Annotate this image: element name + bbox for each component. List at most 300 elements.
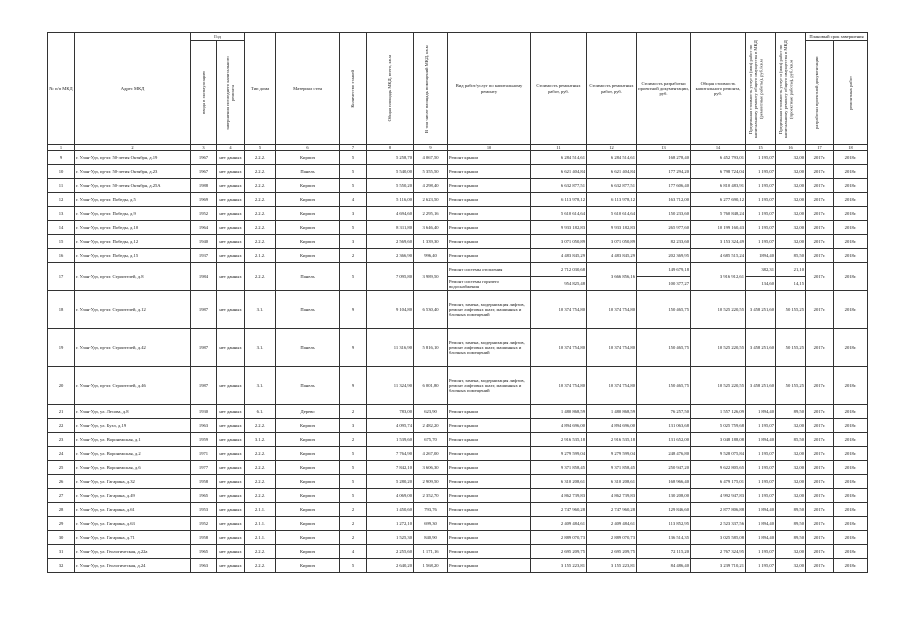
cell-wall-material: Кирпич (276, 531, 340, 545)
cell-cost-repair: 10 374 754,80 (531, 329, 587, 367)
cell-unit-cost-repair: 1 195,07 (746, 447, 776, 461)
cell-row-number: 25 (48, 461, 75, 475)
cell-row-number: 28 (48, 503, 75, 517)
cell-total-area: 4 069,00 (367, 489, 414, 503)
cell-work-type: Ремонт, замена, модернизация лифтов, ремонт лифтовых шахт, машинных и блочных помещений (448, 291, 531, 329)
cell-premises-area: 793,76 (414, 503, 448, 517)
cell-cost-repair: 10 374 754,80 (531, 291, 587, 329)
cell-year-commission: 1958 (191, 475, 217, 489)
cell-year-commission: 1987 (191, 367, 217, 405)
cell-cost-design: 149 679,18 (637, 263, 691, 277)
cell-floors: 9 (340, 329, 367, 367)
cell-unit-cost-repair: 1 195,07 (746, 165, 776, 179)
cell-address: г. Улан-Удэ, ул. Геологическая, д.24 (75, 559, 191, 573)
cell-total-cost: 5 025 759,68 (691, 419, 746, 433)
cell-cost-repair: 4 894 696,00 (531, 419, 587, 433)
cell-total-area: 7 764,90 (367, 447, 414, 461)
cell-address: г. Улан-Удэ, пр-кт. Победы, д.5 (75, 193, 191, 207)
cell-wall-material: Кирпич (276, 503, 340, 517)
cell-plan-design: 2017г. (806, 291, 834, 329)
column-number: 15 (746, 145, 776, 151)
cell-cost-repair-2: 10 374 754,80 (587, 367, 637, 405)
column-number: 14 (691, 145, 746, 151)
cell-total-area: 1 539,60 (367, 433, 414, 447)
cell-premises-area: 4 067,50 (414, 151, 448, 165)
cell-cost-design: 177 606,40 (637, 179, 691, 193)
cell-plan-design: 2017г. (806, 367, 834, 405)
cell-premises-area: 3 646,40 (414, 221, 448, 235)
cell-total-area: 2 640,20 (367, 559, 414, 573)
cell-year-commission: 1963 (191, 419, 217, 433)
cell-unit-cost-design: 32,00 (776, 545, 806, 559)
cell-year-last-repair: нет данных (217, 405, 245, 419)
cell-premises-area: 5 355,50 (414, 165, 448, 179)
cell-premises-area: 4 267,00 (414, 447, 448, 461)
cell-plan-design: 2017г. (806, 221, 834, 235)
cell-cost-repair: 6 113 978,12 (531, 193, 587, 207)
cell-plan-design: 2017г. (806, 545, 834, 559)
cell-premises-area: 699,30 (414, 517, 448, 531)
cell-cost-repair: 3 155 223,81 (531, 559, 587, 573)
cell-work-type: Ремонт крыши (448, 419, 531, 433)
cell-cost-repair: 2 695 209,75 (531, 545, 587, 559)
cell-house-type: 2.2.2. (245, 151, 276, 165)
cell-wall-material: Кирпич (276, 489, 340, 503)
cell-premises-area: 4 298,40 (414, 179, 448, 193)
cell-unit-cost-repair: 1 894,40 (746, 503, 776, 517)
cell-year-commission: 1965 (191, 545, 217, 559)
cell-house-type: 2.1.2. (245, 249, 276, 263)
header-wall-material: Материал стен (276, 33, 340, 145)
header-cost-design: Стоимость разработки проектной документации, руб. (637, 33, 691, 145)
cell-year-last-repair: нет данных (217, 221, 245, 235)
cell-plan-design: 2017г. (806, 179, 834, 193)
cell-house-type: 2.2.2. (245, 221, 276, 235)
cell-plan-repair: 2018г. (834, 559, 868, 573)
cell-cost-repair-2: 3 071 050,89 (587, 235, 637, 249)
cell-total-cost: 10 525 220,55 (691, 329, 746, 367)
header-year: Год (191, 33, 245, 41)
cell-row-number: 19 (48, 329, 75, 367)
cell-cost-repair-2: 6 284 514,61 (587, 151, 637, 165)
cell-unit-cost-design: 32,00 (776, 559, 806, 573)
cell-plan-repair: 2018г. (834, 545, 868, 559)
cell-year-commission: 1987 (191, 291, 217, 329)
cell-row-number: 32 (48, 559, 75, 573)
cell-plan-repair: 2018г. (834, 475, 868, 489)
table-row (48, 207, 868, 221)
header-work-type: Вид работ/услуг по капитальному ремонту (448, 33, 531, 145)
cell-unit-cost-repair: 1 195,07 (746, 419, 776, 433)
table-row (48, 165, 868, 179)
cell-total-area: 5 258,70 (367, 151, 414, 165)
cell-cost-design: 131 652,00 (637, 433, 691, 447)
cell-year-last-repair: нет данных (217, 419, 245, 433)
cell-year-last-repair: нет данных (217, 367, 245, 405)
table-row (48, 475, 868, 489)
cell-unit-cost-repair: 1 195,07 (746, 489, 776, 503)
cell-unit-cost-repair: 3 458 251,60 (746, 367, 776, 405)
cell-floors: 3 (340, 207, 367, 221)
cell-total-cost: 3 153 324,49 (691, 235, 746, 249)
cell-cost-repair-2: 2 889 070,73 (587, 531, 637, 545)
cell-cost-design: 150 465,75 (637, 367, 691, 405)
cell-year-last-repair: нет данных (217, 249, 245, 263)
cell-premises-area: 1 339,30 (414, 235, 448, 249)
cell-year-commission: 1967 (191, 151, 217, 165)
cell-premises-area: 840,90 (414, 531, 448, 545)
cell-work-type: Ремонт крыши (448, 179, 531, 193)
cell-plan-design: 2017г. (806, 503, 834, 517)
cell-work-type: Ремонт крыши (448, 221, 531, 235)
cell-cost-repair: 9 279 599,04 (531, 447, 587, 461)
cell-floors: 5 (340, 221, 367, 235)
cell-cost-repair-2: 9 933 182,83 (587, 221, 637, 235)
cell-year-last-repair: нет данных (217, 193, 245, 207)
column-number: 3 (191, 145, 217, 151)
table-body (48, 151, 868, 573)
cell-unit-cost-design: 21,10 (776, 263, 806, 277)
cell-total-area: 1 525,30 (367, 531, 414, 545)
cell-work-type: Ремонт, замена, модернизация лифтов, ремонт лифтовых шахт, машинных и блочных помещений (448, 329, 531, 367)
cell-year-last-repair: нет данных (217, 531, 245, 545)
cell-house-type: 3.1. (245, 291, 276, 329)
cell-cost-design: 136 514,35 (637, 531, 691, 545)
cell-house-type: 2.2.2. (245, 235, 276, 249)
cell-plan-design: 2017г. (806, 249, 834, 263)
cell-total-area: 783,00 (367, 405, 414, 419)
cell-year-last-repair: нет данных (217, 559, 245, 573)
cell-plan-repair: 2018г. (834, 419, 868, 433)
cell-premises-area: 2 623,50 (414, 193, 448, 207)
cell-year-commission: 1959 (191, 433, 217, 447)
cell-row-number: 29 (48, 517, 75, 531)
cell-wall-material: Кирпич (276, 235, 340, 249)
cell-wall-material: Панель (276, 263, 340, 291)
cell-total-area: 5 116,00 (367, 193, 414, 207)
cell-cost-repair: 2 889 070,73 (531, 531, 587, 545)
header-house-type: Тип дома (245, 33, 276, 145)
table-row (48, 531, 868, 545)
cell-address: г. Улан-Удэ, пр-кт. 50-летия Октября, д.23 (75, 165, 191, 179)
cell-premises-area: 3 989,50 (414, 263, 448, 291)
cell-row-number: 21 (48, 405, 75, 419)
cell-total-cost: 4 685 515,24 (691, 249, 746, 263)
cell-unit-cost-design: 50 155,25 (776, 367, 806, 405)
cell-year-commission: 1967 (191, 165, 217, 179)
cell-cost-repair: 9 371 858,45 (531, 461, 587, 475)
cell-cost-repair-2: 2 747 960,28 (587, 503, 637, 517)
cell-premises-area: 2 352,70 (414, 489, 448, 503)
cell-year-last-repair: нет данных (217, 517, 245, 531)
header-year-last-repair: завершения последнего капитального ремонта (217, 41, 245, 145)
cell-year-last-repair: нет данных (217, 207, 245, 221)
cell-work-type: Ремонт крыши (448, 559, 531, 573)
cell-unit-cost-repair: 1 894,40 (746, 531, 776, 545)
cell-cost-repair-2: 4 894 696,00 (587, 419, 637, 433)
cell-premises-area: 2 482,20 (414, 419, 448, 433)
cell-unit-cost-design: 32,00 (776, 165, 806, 179)
cell-total-area: 5 540,00 (367, 165, 414, 179)
cell-year-last-repair: нет данных (217, 433, 245, 447)
cell-cost-repair: 6 310 208,61 (531, 475, 587, 489)
cell-plan-design: 2017г. (806, 193, 834, 207)
column-number: 5 (245, 145, 276, 151)
cell-cost-repair: 10 374 754,80 (531, 367, 587, 405)
cell-year-last-repair: нет данных (217, 291, 245, 329)
cell-cost-design: 130 208,00 (637, 489, 691, 503)
cell-wall-material: Панель (276, 329, 340, 367)
column-number: 12 (587, 145, 637, 151)
cell-cost-repair: 5 610 614,64 (531, 207, 587, 221)
cell-row-number: 11 (48, 179, 75, 193)
cell-plan-design: 2017г. (806, 263, 834, 291)
cell-plan-design: 2017г. (806, 517, 834, 531)
cell-plan-repair: 2018г. (834, 221, 868, 235)
cell-cost-design: 150 465,75 (637, 329, 691, 367)
cell-year-commission: 1988 (191, 179, 217, 193)
cell-unit-cost-design: 89,50 (776, 517, 806, 531)
cell-address: г. Улан-Удэ, пр-кт. Победы, д.12 (75, 235, 191, 249)
cell-wall-material: Панель (276, 367, 340, 405)
cell-unit-cost-design: 32,00 (776, 207, 806, 221)
table-row (48, 433, 868, 447)
header-plan-repair: ремонтных работ (834, 41, 868, 145)
cell-unit-cost-repair: 1 195,07 (746, 179, 776, 193)
cell-row-number: 13 (48, 207, 75, 221)
cell-address: г. Улан-Удэ, пр-кт. Строителей, д.12 (75, 291, 191, 329)
cell-floors: 4 (340, 193, 367, 207)
cell-floors: 5 (340, 489, 367, 503)
header-total-cost: Общая стоимость капитального ремонта, руб. (691, 33, 746, 145)
cell-premises-area: 3 606,30 (414, 461, 448, 475)
cell-wall-material: Кирпич (276, 461, 340, 475)
cell-cost-repair-2: 2 916 535,18 (587, 433, 637, 447)
cell-cost-design: 168 966,40 (637, 475, 691, 489)
cell-row-number: 27 (48, 489, 75, 503)
cell-row-number: 31 (48, 545, 75, 559)
cell-unit-cost-design: 50 155,25 (776, 329, 806, 367)
cell-year-commission: 1958 (191, 531, 217, 545)
cell-premises-area: 1 171,16 (414, 545, 448, 559)
cell-plan-design: 2017г. (806, 207, 834, 221)
cell-row-number: 10 (48, 165, 75, 179)
table-row (48, 291, 868, 329)
cell-house-type: 2.2.2. (245, 419, 276, 433)
cell-cost-design: 177 294,20 (637, 165, 691, 179)
cell-unit-cost-design: 89,50 (776, 531, 806, 545)
cell-total-area: 7 095,80 (367, 263, 414, 291)
cell-total-area: 1 450,60 (367, 503, 414, 517)
cell-unit-cost-design: 32,00 (776, 461, 806, 475)
cell-year-last-repair: нет данных (217, 151, 245, 165)
cell-work-type: Ремонт крыши (448, 405, 531, 419)
cell-total-area: 11 324,90 (367, 367, 414, 405)
cell-plan-repair: 2018г. (834, 367, 868, 405)
cell-unit-cost-repair: 1 195,07 (746, 151, 776, 165)
table-row (48, 263, 868, 277)
cell-premises-area: 1 568,20 (414, 559, 448, 573)
cell-unit-cost-repair: 1 195,07 (746, 221, 776, 235)
header-floors: Количество этажей (340, 33, 367, 145)
cell-cost-repair: 6 621 404,84 (531, 165, 587, 179)
cell-work-type: Ремонт крыши (448, 447, 531, 461)
cell-unit-cost-design: 85,50 (776, 433, 806, 447)
cell-floors: 3 (340, 419, 367, 433)
cell-cost-repair: 3 071 050,89 (531, 235, 587, 249)
cell-work-type: Ремонт крыши (448, 545, 531, 559)
cell-cost-repair-2: 2 409 484,61 (587, 517, 637, 531)
cell-address: г. Улан-Удэ, пр-кт. Победы, д.9 (75, 207, 191, 221)
cell-wall-material: Кирпич (276, 475, 340, 489)
cell-premises-area: 623,90 (414, 405, 448, 419)
cell-address: г. Улан-Удэ, ул. Гагарина, д.32 (75, 475, 191, 489)
cell-unit-cost-design: 32,00 (776, 179, 806, 193)
cell-year-last-repair: нет данных (217, 447, 245, 461)
cell-wall-material: Панель (276, 165, 340, 179)
column-number: 18 (834, 145, 868, 151)
header-unit-cost-repair: Предельная стоимость услуг и (или) работ по капитальному ремонту общего имущества в МКД (ремонтные работы), руб./кв.м (746, 33, 776, 145)
cell-unit-cost-repair: 1 894,40 (746, 405, 776, 419)
cell-address: г. Улан-Удэ, ул. Воронежская, д.2 (75, 447, 191, 461)
cell-wall-material: Кирпич (276, 151, 340, 165)
cell-total-area: 11 316,90 (367, 329, 414, 367)
header-premises-area: В том числе площадь помещений МКД, кв.м (414, 33, 448, 145)
cell-work-type: Ремонт системы горячего водоснабжения (448, 277, 531, 291)
cell-house-type: 2.1.1. (245, 531, 276, 545)
cell-cost-repair: 4 483 845,29 (531, 249, 587, 263)
cell-house-type: 2.2.2. (245, 461, 276, 475)
cell-total-cost: 10 525 220,55 (691, 367, 746, 405)
cell-year-commission: 1965 (191, 489, 217, 503)
cell-address: г. Улан-Удэ, ул. Гагарина, д.61 (75, 503, 191, 517)
cell-row-number: 20 (48, 367, 75, 405)
cell-plan-design: 2017г. (806, 447, 834, 461)
cell-floors: 2 (340, 531, 367, 545)
cell-house-type: 2.2.2. (245, 559, 276, 573)
cell-wall-material: Панель (276, 291, 340, 329)
cell-total-area: 9 104,80 (367, 291, 414, 329)
table-row (48, 503, 868, 517)
table-row (48, 179, 868, 193)
cell-premises-area: 675,70 (414, 433, 448, 447)
cell-address: г. Улан-Удэ, ул. Гагарина, д.63 (75, 517, 191, 531)
cell-cost-design: 72 115,20 (637, 545, 691, 559)
cell-cost-design: 84 486,40 (637, 559, 691, 573)
cell-work-type: Ремонт крыши (448, 503, 531, 517)
cell-floors: 5 (340, 165, 367, 179)
cell-plan-repair: 2018г. (834, 165, 868, 179)
cell-row-number: 18 (48, 291, 75, 329)
cell-unit-cost-repair: 1 195,07 (746, 461, 776, 475)
cell-cost-design: 265 977,60 (637, 221, 691, 235)
cell-cost-design: 248 476,80 (637, 447, 691, 461)
cell-plan-repair: 2018г. (834, 193, 868, 207)
cell-total-area: 4 095,74 (367, 419, 414, 433)
cell-work-type: Ремонт крыши (448, 249, 531, 263)
cell-unit-cost-design: 32,00 (776, 419, 806, 433)
cell-floors: 2 (340, 249, 367, 263)
cell-unit-cost-design: 89,50 (776, 405, 806, 419)
cell-year-last-repair: нет данных (217, 545, 245, 559)
cell-plan-design: 2017г. (806, 531, 834, 545)
cell-cost-repair-2: 10 374 754,80 (587, 291, 637, 329)
cell-cost-design: 150 465,75 (637, 291, 691, 329)
cell-unit-cost-repair: 1 894,40 (746, 517, 776, 531)
cell-house-type: 2.2.2. (245, 489, 276, 503)
table-row (48, 447, 868, 461)
cell-unit-cost-repair: 3 458 251,60 (746, 329, 776, 367)
cell-work-type: Ремонт системы отопления (448, 263, 531, 277)
cell-row-number: 23 (48, 433, 75, 447)
cell-premises-area: 6 001,80 (414, 367, 448, 405)
cell-floors: 9 (340, 367, 367, 405)
cell-unit-cost-design: 32,00 (776, 489, 806, 503)
cell-address: г. Улан-Удэ, пр-кт. Победы, д.10 (75, 221, 191, 235)
column-number: 9 (414, 145, 448, 151)
cell-unit-cost-repair: 382,31 (746, 263, 776, 277)
cell-cost-repair-2: 4 483 845,29 (587, 249, 637, 263)
column-number: 11 (531, 145, 587, 151)
cell-floors: 5 (340, 475, 367, 489)
cell-cost-repair: 4 862 739,83 (531, 489, 587, 503)
cell-wall-material: Кирпич (276, 193, 340, 207)
cell-address: г. Улан-Удэ, ул. Воронежская, д.6 (75, 461, 191, 475)
table-row (48, 151, 868, 165)
cell-cost-design: 82 233,60 (637, 235, 691, 249)
cell-plan-repair: 2018г. (834, 405, 868, 419)
cell-floors: 5 (340, 447, 367, 461)
cell-year-commission: 1987 (191, 329, 217, 367)
table-row (48, 517, 868, 531)
cell-work-type: Ремонт крыши (448, 235, 531, 249)
cell-total-cost: 3 025 585,08 (691, 531, 746, 545)
cell-total-cost: 1 557 126,09 (691, 405, 746, 419)
cell-row-number: 24 (48, 447, 75, 461)
cell-plan-design: 2017г. (806, 433, 834, 447)
cell-total-cost: 2 767 324,95 (691, 545, 746, 559)
cell-house-type: 2.2.2. (245, 179, 276, 193)
cell-plan-repair: 2018г. (834, 249, 868, 263)
cell-floors: 5 (340, 559, 367, 573)
cell-cost-repair-2: 10 374 754,80 (587, 329, 637, 367)
cell-year-commission: 1964 (191, 221, 217, 235)
cell-year-commission: 1977 (191, 461, 217, 475)
table-row (48, 489, 868, 503)
cell-total-cost: 4 992 947,83 (691, 489, 746, 503)
cell-plan-repair: 2018г. (834, 517, 868, 531)
cell-wall-material: Кирпич (276, 419, 340, 433)
cell-house-type: 2.2.2. (245, 263, 276, 291)
column-number: 10 (448, 145, 531, 151)
cell-total-area: 2 366,90 (367, 249, 414, 263)
cell-floors: 4 (340, 545, 367, 559)
cell-work-type: Ремонт крыши (448, 531, 531, 545)
cell-address: г. Улан-Удэ, пр-кт. 50-летия Октября, д.25А (75, 179, 191, 193)
cell-total-cost: 3 916 912,61 (691, 263, 746, 291)
cell-house-type: 2.2.2. (245, 447, 276, 461)
column-number: 17 (806, 145, 834, 151)
cell-total-cost: 6 810 483,91 (691, 179, 746, 193)
header-unit-cost-design: Предельная стоимость услуг и (или) работ по капитальному ремонту общего имущества в МКД (проектные работы), руб./кв.м (776, 33, 806, 145)
cell-total-area: 8 311,80 (367, 221, 414, 235)
cell-cost-repair-2: 9 371 858,45 (587, 461, 637, 475)
cell-year-commission: 1971 (191, 447, 217, 461)
header-cost-repair-2: Стоимость ремонтных работ, руб. (587, 33, 637, 145)
cell-address: г. Улан-Удэ, ул. Гагарина, д.71 (75, 531, 191, 545)
cell-address: г. Улан-Удэ, пр-кт. Строителей, д.42 (75, 329, 191, 367)
column-number: 4 (217, 145, 245, 151)
